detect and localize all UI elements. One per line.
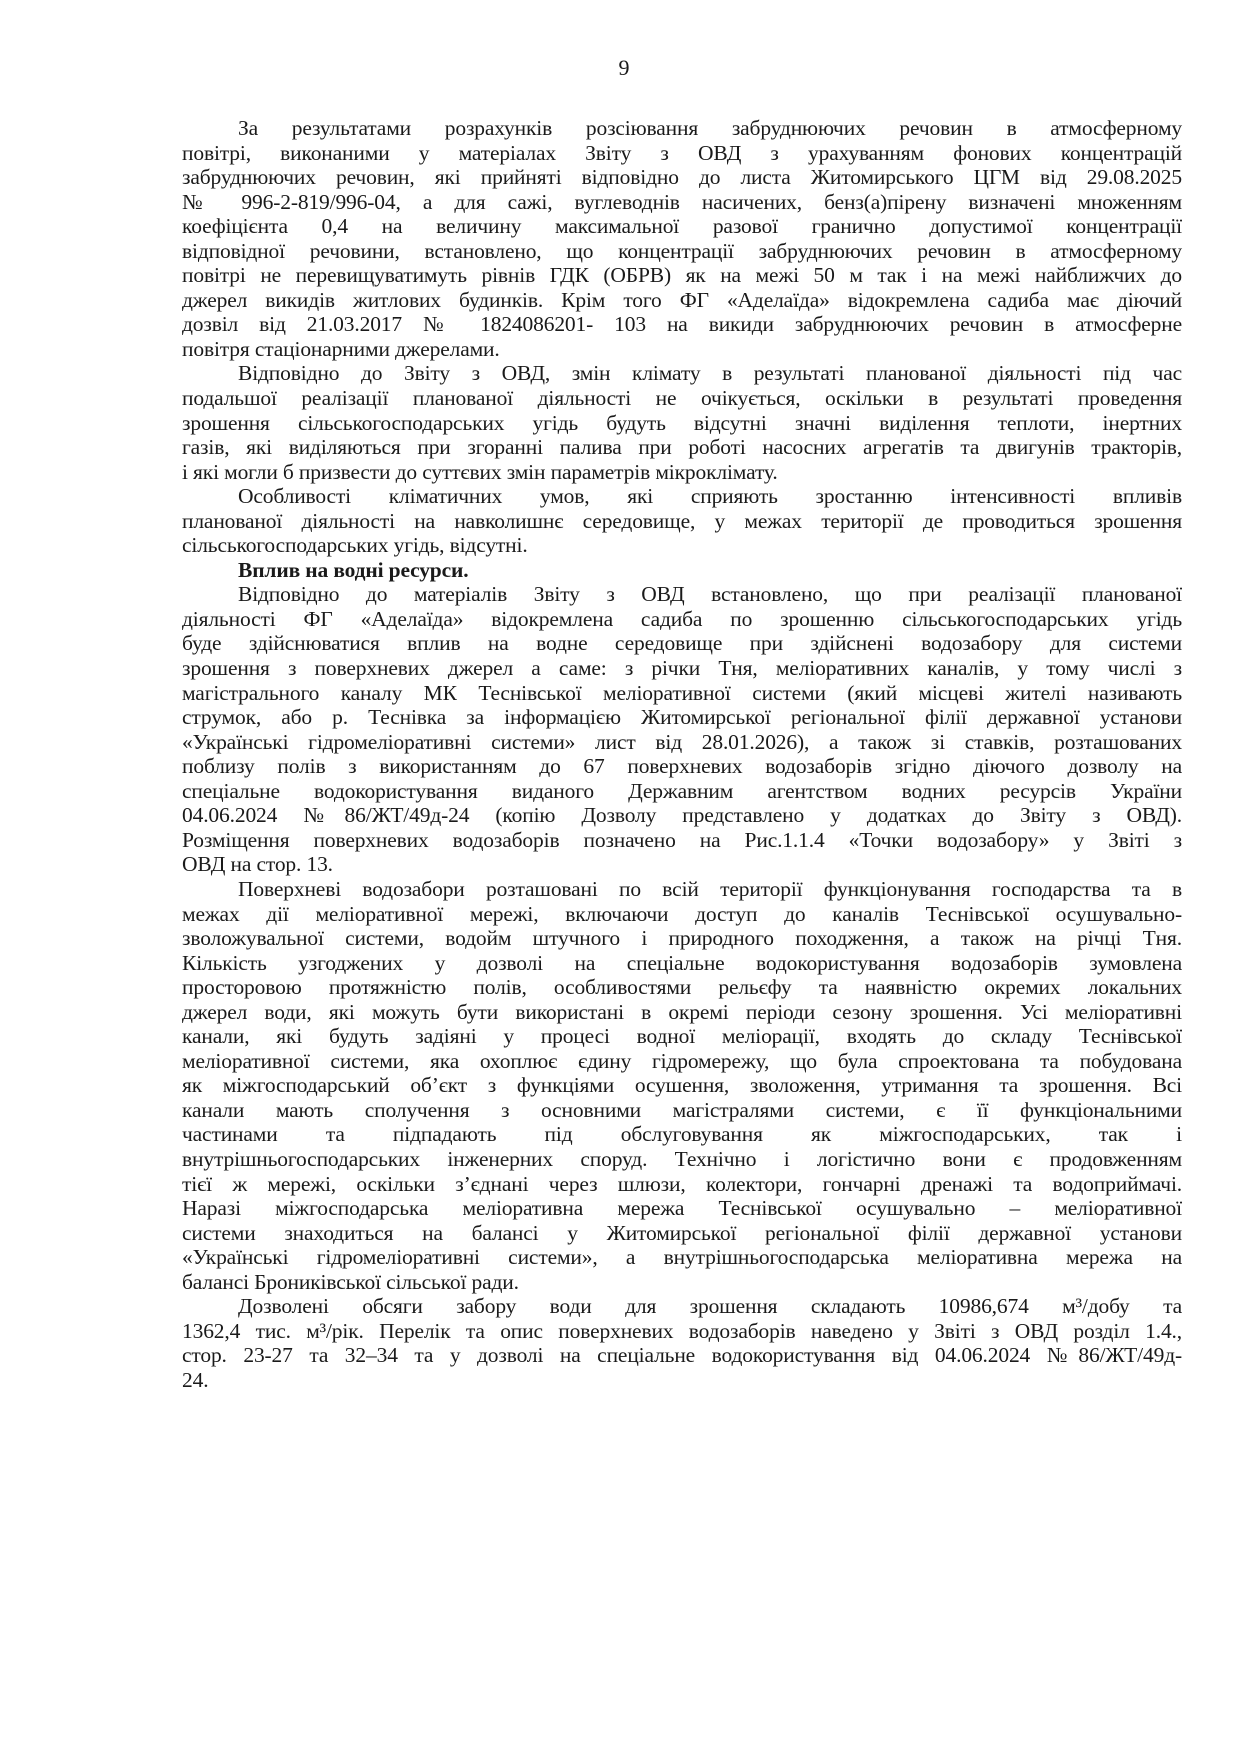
text-line: 1362,4 тис. м³/рік. Перелік та опис поверхневих водозаборів наведено у Звіті з ОВД розділ 1.4., — [182, 1318, 1182, 1343]
text-line: повітрі, виконаними у матеріалах Звіту з ОВД з урахуванням фонових концентрацій — [182, 140, 1182, 165]
text-line: тієї ж мережі, оскільки з’єднані через шлюзи, колектори, гончарні дренажі та водоприймачі. — [182, 1171, 1182, 1196]
text-line: джерел води, які можуть бути використані в окремі періоди сезону зрошення. Усі меліоративні — [182, 999, 1182, 1024]
text-line: і які могли б призвести до суттєвих змін параметрів мікроклімату. — [182, 459, 778, 484]
text-line: газів, які виділяються при згоранні палива при роботі насосних агрегатів та двигунів тракторів, — [182, 435, 1182, 460]
text-line: повітрі не перевищуватимуть рівнів ГДК (ОБРВ) як на межі 50 м так і на межі найближчих до — [182, 263, 1182, 288]
text-line: внутрішньогосподарських інженерних споруд. Технічно і логістично вони є продовженням — [182, 1146, 1182, 1171]
text-line: канали, які будуть задіяні у процесі водної меліорації, входять до складу Теснівської — [182, 1024, 1182, 1049]
paragraph — [182, 582, 1182, 877]
text-line: поблизу полів з використанням до 67 поверхневих водозаборів згідно діючого дозволу на — [182, 754, 1182, 779]
section-heading — [182, 558, 1182, 583]
text-line: забруднюючих речовин, які прийняті відповідно до листа Житомирського ЦГМ від 29.08.2025 — [182, 165, 1182, 190]
page-number: 9 — [618, 55, 630, 80]
document-body — [182, 116, 1182, 1392]
paragraph — [182, 484, 1182, 558]
text-line: дозвіл від 21.03.2017 № 1824086201- 103 на викиди забруднюючих речовин в атмосферне — [182, 312, 1182, 337]
text-line: зрошення сільськогосподарських угідь будуть відсутні значні виділення теплоти, інертних — [182, 410, 1182, 435]
text-line: буде здійснюватися вплив на водне середовище при здійснені водозабору для системи — [182, 631, 1182, 656]
text-line: Наразі міжгосподарська меліоративна мережа Теснівської осушувально – меліоративної — [182, 1196, 1182, 1221]
text-line: ОВД на стор. 13. — [182, 852, 333, 877]
text-line: струмок, або р. Теснівка за інформацією Житомирської регіональної філії державної установи — [182, 705, 1182, 730]
text-line: 04.06.2024 №86/ЖТ/49д-24 (копію Дозволу представлено у додатках до Звіту з ОВД). — [182, 803, 1182, 828]
text-line: Кількість узгоджених у дозволі на спеціальне водокористування водозаборів зумовлена — [182, 950, 1182, 975]
heading-line: Вплив на водні ресурси. — [238, 557, 469, 582]
text-line: 24. — [182, 1367, 209, 1392]
text-line: Поверхневі водозабори розташовані по всій території функціонування господарства та в — [238, 876, 1182, 901]
text-line: За результатами розрахунків розсіювання забруднюючих речовин в атмосферному — [238, 116, 1182, 140]
text-line: подальшої реалізації планованої діяльності не очікується, оскільки в результаті проведення — [182, 386, 1182, 411]
text-line: Особливості кліматичних умов, які сприяють зростанню інтенсивності впливів — [238, 484, 1182, 509]
text-line: як міжгосподарський об’єкт з функціями осушення, зволоження, утримання та зрошення. Всі — [182, 1073, 1182, 1098]
text-line: стор. 23-27 та 32–34 та у дозволі на спеціальне водокористування від 04.06.2024 №86/ЖТ/49д- — [182, 1343, 1182, 1368]
text-line: спеціальне водокористування виданого Державним агентством водних ресурсів України — [182, 778, 1182, 803]
text-line: зрошення з поверхневих джерел а саме: з річки Тня, меліоративних каналів, у тому числі з — [182, 656, 1182, 681]
text-line: № 996-2-819/996-04, а для сажі, вуглеводнів насичених, бенз(а)пірену визначені множенням — [182, 189, 1182, 214]
text-line: Розміщення поверхневих водозаборів позначено на Рис.1.1.4 «Точки водозабору» у Звіті з — [182, 827, 1182, 852]
text-line: повітря стаціонарними джерелами. — [182, 336, 500, 361]
paragraph — [182, 1294, 1182, 1392]
paragraph — [182, 877, 1182, 1294]
text-line: Відповідно до матеріалів Звіту з ОВД встановлено, що при реалізації планованої — [238, 582, 1182, 607]
text-line: сільськогосподарських угідь, відсутні. — [182, 533, 528, 558]
text-line: коефіцієнта 0,4 на величину максимальної разової гранично допустимої концентрації — [182, 214, 1182, 239]
text-line: балансі Брониківської сільської ради. — [182, 1269, 519, 1294]
text-line: межах дії меліоративної мережі, включаючи доступ до каналів Теснівської осушувально- — [182, 901, 1182, 926]
text-line: планованої діяльності на навколишнє середовище, у межах території де проводиться зрошення — [182, 508, 1182, 533]
text-line: магістрального каналу МК Теснівської меліоративної системи (який місцеві жителі називають — [182, 680, 1182, 705]
text-line: «Українські гідромеліоративні системи», а внутрішньогосподарська меліоративна мережа на — [182, 1245, 1182, 1270]
text-line: діяльності ФГ «Аделаїда» відокремлена садиба по зрошенню сільськогосподарських угідь — [182, 606, 1182, 631]
text-line: Дозволені обсяги забору води для зрошення складають 10986,674 м³/добу та — [238, 1294, 1182, 1319]
text-line: відповідної речовини, встановлено, що концентрації забруднюючих речовин в атмосферному — [182, 238, 1182, 263]
text-line: меліоративної системи, яка охоплює єдину гідромережу, що була спроектована та побудована — [182, 1048, 1182, 1073]
text-line: системи знаходиться на балансі у Житомирської регіональної філії державної установи — [182, 1220, 1182, 1245]
text-line: канали мають сполучення з основними магістралями системи, є її функціональними — [182, 1097, 1182, 1122]
paragraph — [182, 116, 1182, 361]
text-line: «Українські гідромеліоративні системи» лист від 28.01.2026), а також зі ставків, розташованих — [182, 729, 1182, 754]
text-line: просторовою протяжністю полів, особливостями рельєфу та наявністю окремих локальних — [182, 975, 1182, 1000]
text-line: частинами та підпадають під обслуговування як міжгосподарських, так і — [182, 1122, 1182, 1147]
text-line: зволожувальної системи, водойм штучного і природного походження, а також на річці Тня. — [182, 926, 1182, 951]
text-line: джерел викидів житлових будинків. Крім того ФГ «Аделаїда» відокремлена садиба має діючий — [182, 287, 1182, 312]
text-line: Відповідно до Звіту з ОВД, змін клімату в результаті планованої діяльності під час — [238, 361, 1182, 386]
paragraph — [182, 361, 1182, 484]
